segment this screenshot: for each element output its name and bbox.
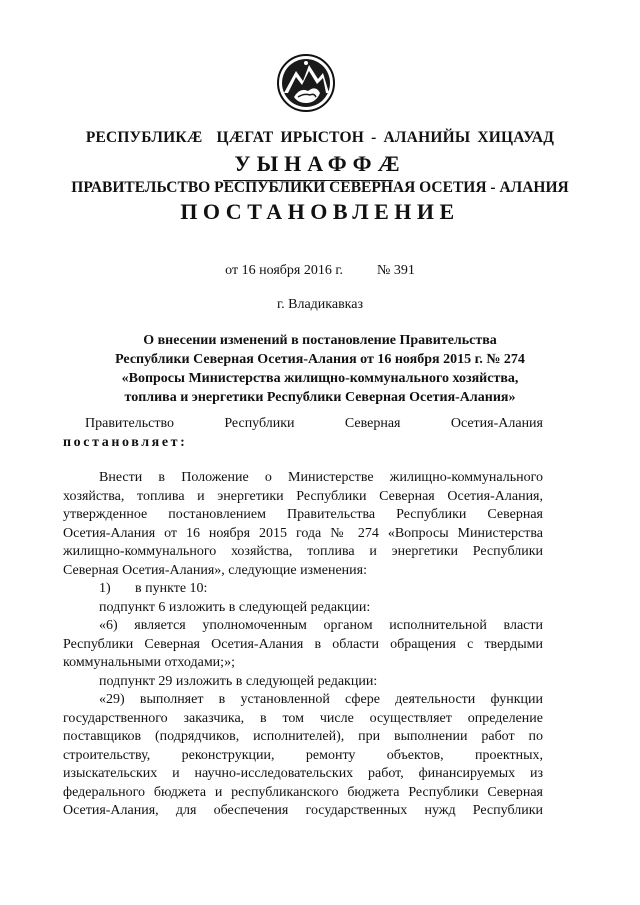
intro-line: Северная Осетия-Алания», следующие изменения:	[63, 562, 367, 578]
subitem-6-line: «6) является уполномоченным органом исполнительной власти	[99, 618, 543, 633]
ossetian-decree-heading: УЫНАФФӔ	[234, 151, 406, 176]
decree-title	[60, 331, 580, 407]
ossetian-government-words: ЦӔГАТ ИРЫСТОН - АЛАНИЙЫ ХИЦАУАД	[216, 129, 555, 146]
subitem-29-line: федерального бюджета и республиканского бюджета Республики Северная	[63, 784, 543, 800]
title-line: «Вопросы Министерства жилищно-коммунального хозяйства,	[121, 371, 519, 386]
title-line: О внесении изменений в постановление Правительства	[143, 333, 497, 348]
intro-line: утвержденное постановлением Правительства Республики Северная	[63, 507, 543, 522]
intro-line: Осетия-Алания от 16 ноября 2015 года № 274 «Вопросы Министерства	[63, 525, 543, 541]
subitem-29-line: изыскательских и научно-исследовательских работ, финансируемых из	[63, 766, 543, 781]
subitem-29-line: Осетия-Алания, для обеспечения государственных нужд Республики	[63, 803, 543, 818]
intro-line: жилищно-коммунального хозяйства, топлива и энергетики Республики	[63, 544, 543, 559]
decree-number: № 391	[376, 263, 415, 278]
subitem-29-line: поставщиков (подрядчиков, исполнителей), при выполнении работ по	[63, 729, 543, 744]
item-text: в пункте 10:	[135, 581, 208, 596]
decree-city: г. Владикавказ	[276, 297, 364, 312]
subitem-29-heading: подпункт 29 изложить в следующей редакции:	[99, 673, 378, 689]
item-number: 1)	[99, 581, 111, 596]
ossetian-republic-word: РЕСПУБЛИКӔ	[85, 129, 203, 146]
decree-date-line	[0, 263, 640, 279]
subitem-29-line: строительству, реконструкции, ремонту объектов, проектных,	[63, 747, 543, 763]
subitem-6-line: Республики Северная Осетия-Алания в области обращения с твердыми	[63, 636, 543, 652]
title-line: Республики Северная Осетия-Алания от 16 ноября 2015 г. № 274	[115, 352, 525, 367]
preamble-resolves: постановляет:	[63, 434, 188, 450]
ossetian-government-heading	[0, 129, 640, 147]
subitem-6-line: коммунальными отходами;»;	[63, 655, 235, 670]
government-heading: ПРАВИТЕЛЬСТВО РЕСПУБЛИКИ СЕВЕРНАЯ ОСЕТИЯ - АЛАНИЯ	[71, 179, 569, 196]
decree-body	[63, 415, 543, 821]
item-1	[63, 580, 543, 599]
intro-line: хозяйства, топлива и энергетики Республики Северная Осетия-Алания,	[63, 488, 543, 504]
decree-heading: ПОСТАНОВЛЕНИЕ	[180, 199, 460, 224]
title-line: топлива и энергетики Республики Северная Осетия-Алания»	[124, 390, 516, 405]
subitem-29-line: государственного заказчика, в том числе осуществляет определение	[63, 710, 543, 726]
intro-line: Внести в Положение о Министерстве жилищно-коммунального	[99, 470, 543, 485]
subitem-29-line: «29) выполняет в установленной сфере деятельности функции	[99, 692, 543, 707]
subitem-6-heading: подпункт 6 изложить в следующей редакции:	[99, 599, 371, 615]
preamble-line: Правительство Республики Северная Осетия-Алания	[85, 416, 543, 431]
decree-date: от 16 ноября 2016 г.	[225, 263, 343, 278]
coat-of-arms-emblem	[276, 53, 336, 113]
